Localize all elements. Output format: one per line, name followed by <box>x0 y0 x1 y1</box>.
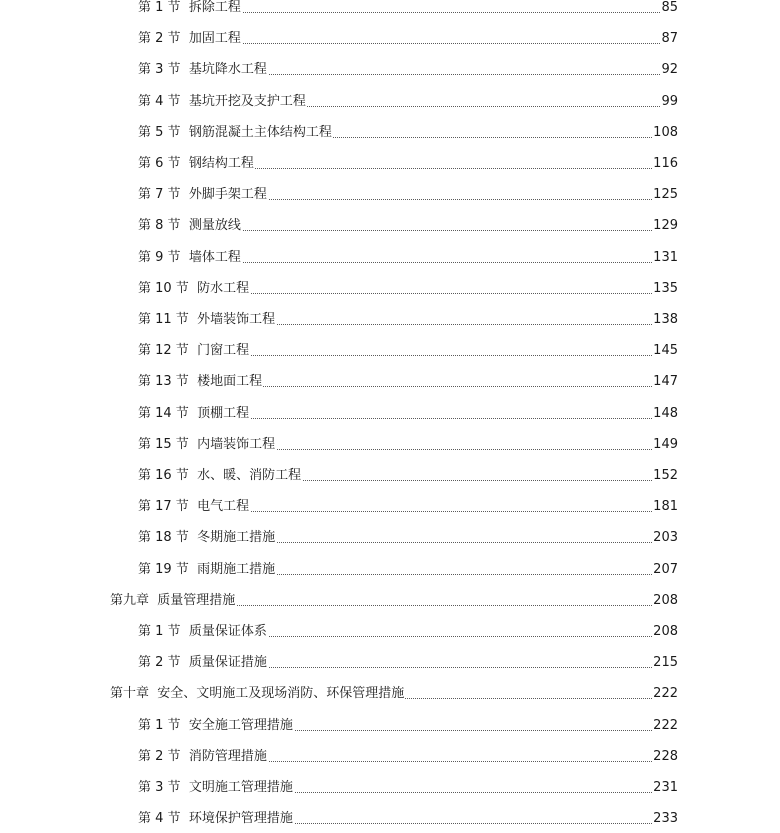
toc-section-entry[interactable] <box>0 60 780 80</box>
toc-entry-number: 第 19 节 <box>138 561 189 577</box>
toc-page-number: 116 <box>652 154 678 174</box>
toc-entry-number: 第 12 节 <box>138 343 189 359</box>
toc-section-entry[interactable] <box>0 778 780 798</box>
toc-entry-label <box>138 29 242 49</box>
toc-entry-gap <box>181 31 189 46</box>
toc-entry-gap <box>189 437 197 452</box>
toc-page-number: 85 <box>660 0 678 18</box>
toc-entry-label <box>138 622 268 642</box>
toc-entry-title: 钢结构工程 <box>188 156 254 171</box>
toc-page-number: 181 <box>652 497 678 517</box>
toc-entry-gap <box>189 530 197 545</box>
toc-page-number: 228 <box>652 747 678 767</box>
toc-page-number: 131 <box>652 248 678 268</box>
toc-entry-number: 第 18 节 <box>138 530 189 546</box>
toc-entry-label <box>138 216 242 236</box>
toc-entry-title: 基坑开挖及支护工程 <box>188 93 306 109</box>
toc-entry-title: 电气工程 <box>197 499 250 515</box>
toc-section-entry[interactable] <box>0 404 780 424</box>
toc-entry-gap <box>181 187 189 202</box>
toc-entry-label <box>138 497 250 517</box>
toc-entry-title: 质量保证措施 <box>188 655 267 671</box>
toc-entry-number: 第 1 节 <box>138 624 181 639</box>
toc-section-entry[interactable] <box>0 809 780 829</box>
toc-entry-label <box>110 591 236 611</box>
toc-entry-gap <box>181 94 189 109</box>
toc-entry-label <box>138 404 250 424</box>
toc-entry-number: 第 6 节 <box>138 156 181 171</box>
toc-section-entry[interactable] <box>0 92 780 112</box>
toc-entry-title: 外脚手架工程 <box>188 187 267 203</box>
toc-entry-title: 质量保证体系 <box>188 624 267 639</box>
toc-page-number: 138 <box>652 310 678 330</box>
toc-entry-title: 内墙装饰工程 <box>197 436 276 452</box>
toc-entry-label <box>138 0 242 18</box>
toc-section-entry[interactable] <box>0 466 780 486</box>
toc-entry-title: 门窗工程 <box>197 343 250 359</box>
toc-section-entry[interactable] <box>0 216 780 236</box>
toc-entry-gap <box>181 125 189 140</box>
toc-entry-label <box>110 684 405 704</box>
toc-section-entry[interactable] <box>0 29 780 49</box>
toc-entry-gap <box>181 0 189 15</box>
toc-entry-label <box>138 653 268 673</box>
toc-page-number: 129 <box>652 216 678 236</box>
toc-chapter-entry[interactable] <box>0 591 780 611</box>
toc-page-number: 87 <box>660 29 678 49</box>
toc-entry-label <box>138 185 268 205</box>
toc-section-entry[interactable] <box>0 497 780 517</box>
toc-entry-gap <box>181 655 189 670</box>
toc-section-entry[interactable] <box>0 248 780 268</box>
toc-page-number: 208 <box>652 622 678 642</box>
toc-entry-label <box>138 123 333 143</box>
toc-entry-title: 顶棚工程 <box>197 405 250 421</box>
toc-entry-number: 第 10 节 <box>138 280 189 296</box>
toc-entry-number: 第 14 节 <box>138 405 189 421</box>
toc-entry-title: 外墙装饰工程 <box>197 312 276 327</box>
toc-entry-label <box>138 809 294 829</box>
toc-entry-title: 钢筋混凝土主体结构工程 <box>188 124 332 140</box>
toc-entry-label <box>138 528 276 548</box>
toc-page-number: 135 <box>652 279 678 299</box>
toc-entry-number: 第 1 节 <box>138 717 181 733</box>
toc-page-number: 231 <box>652 778 678 798</box>
toc-page-number: 203 <box>652 528 678 548</box>
toc-entry-label <box>138 248 242 268</box>
toc-entry-label <box>138 435 276 455</box>
toc-entry-title: 安全、文明施工及现场消防、环保管理措施 <box>157 686 405 702</box>
toc-entry-label <box>138 279 250 299</box>
toc-entry-number: 第 3 节 <box>138 780 181 795</box>
toc-section-entry[interactable] <box>0 435 780 455</box>
toc-entry-gap <box>181 218 189 233</box>
toc-entry-gap <box>181 250 189 265</box>
toc-section-entry[interactable] <box>0 560 780 580</box>
toc-section-entry[interactable] <box>0 0 780 18</box>
toc-section-entry[interactable] <box>0 123 780 143</box>
toc-entry-gap <box>189 562 197 577</box>
toc-entry-title: 环境保护管理措施 <box>188 811 293 827</box>
toc-entry-number: 第 11 节 <box>138 312 189 327</box>
toc-section-entry[interactable] <box>0 185 780 205</box>
toc-entry-number: 第 7 节 <box>138 187 181 203</box>
toc-entry-gap <box>189 281 197 296</box>
toc-page-number: 147 <box>652 372 678 392</box>
toc-section-entry[interactable] <box>0 653 780 673</box>
toc-section-entry[interactable] <box>0 716 780 736</box>
toc-page-number: 149 <box>652 435 678 455</box>
toc-entry-gap <box>189 374 197 389</box>
toc-page-number: 208 <box>652 591 678 611</box>
toc-entry-gap <box>181 749 189 764</box>
toc-section-entry[interactable] <box>0 341 780 361</box>
toc-section-entry[interactable] <box>0 279 780 299</box>
toc-page-number: 152 <box>652 466 678 486</box>
toc-entry-number: 第 3 节 <box>138 62 181 78</box>
toc-entry-gap <box>189 499 197 514</box>
toc-entry-title: 水、暖、消防工程 <box>197 468 302 483</box>
toc-entry-gap <box>181 811 189 826</box>
toc-entry-label <box>138 747 268 767</box>
toc-page-number: 222 <box>652 716 678 736</box>
toc-page-number: 148 <box>652 404 678 424</box>
toc-entry-title: 基坑降水工程 <box>188 62 267 78</box>
toc-entry-gap <box>181 624 189 639</box>
toc-entry-label <box>138 560 276 580</box>
toc-entry-label <box>138 341 250 361</box>
toc-entry-label <box>138 466 302 486</box>
toc-entry-number: 第 4 节 <box>138 811 181 827</box>
toc-entry-title: 楼地面工程 <box>197 374 263 390</box>
toc-entry-label <box>138 92 307 112</box>
toc-entry-gap <box>189 406 197 421</box>
toc-section-entry[interactable] <box>0 528 780 548</box>
toc-entry-label <box>138 310 276 330</box>
toc-entry-number: 第十章 <box>110 686 150 702</box>
toc-chapter-entry[interactable] <box>0 684 780 704</box>
toc-entry-title: 文明施工管理措施 <box>188 780 293 795</box>
toc-section-entry[interactable] <box>0 310 780 330</box>
toc-entry-number: 第 8 节 <box>138 218 181 234</box>
toc-entry-title: 冬期施工措施 <box>197 530 276 546</box>
toc-entry-gap <box>189 468 197 483</box>
toc-entry-number: 第 17 节 <box>138 499 189 515</box>
toc-entry-gap <box>181 156 189 171</box>
toc-entry-number: 第 2 节 <box>138 31 181 47</box>
toc-entry-gap <box>189 343 197 358</box>
toc-entry-label <box>138 60 268 80</box>
toc-entry-number: 第 13 节 <box>138 374 189 390</box>
toc-page-number: 99 <box>660 92 678 112</box>
toc-entry-title: 测量放线 <box>188 218 241 234</box>
toc-section-entry[interactable] <box>0 372 780 392</box>
toc-section-entry[interactable] <box>0 154 780 174</box>
toc-entry-number: 第 9 节 <box>138 249 181 265</box>
toc-entry-number: 第 15 节 <box>138 436 189 452</box>
toc-entry-title: 安全施工管理措施 <box>188 717 293 733</box>
toc-entry-gap <box>181 780 189 795</box>
toc-entry-number: 第 2 节 <box>138 655 181 671</box>
toc-entry-number: 第 2 节 <box>138 748 181 764</box>
toc-entry-number: 第 1 节 <box>138 0 181 15</box>
toc-page-number: 145 <box>652 341 678 361</box>
toc-entry-number: 第 4 节 <box>138 93 181 109</box>
toc-entry-title: 防水工程 <box>197 280 250 296</box>
toc-entry-title: 质量管理措施 <box>157 592 236 608</box>
toc-entry-label <box>138 716 294 736</box>
toc-entry-title: 墙体工程 <box>188 249 241 265</box>
toc-page-number: 233 <box>652 809 678 829</box>
toc-section-entry[interactable] <box>0 747 780 767</box>
toc-entry-label <box>138 154 255 174</box>
toc-page-number: 215 <box>652 653 678 673</box>
toc-entry-gap <box>189 312 197 327</box>
toc-entry-gap <box>181 62 189 77</box>
toc-entry-gap <box>181 718 189 733</box>
toc-page-number: 222 <box>652 684 678 704</box>
toc-entry-title: 拆除工程 <box>188 0 241 15</box>
toc-section-entry[interactable] <box>0 622 780 642</box>
toc-page-number: 108 <box>652 123 678 143</box>
toc-page-number: 207 <box>652 560 678 580</box>
toc-entry-label <box>138 372 263 392</box>
toc-entry-number: 第 16 节 <box>138 468 189 483</box>
toc-entry-title: 消防管理措施 <box>188 748 267 764</box>
toc-entry-title: 加固工程 <box>188 31 241 47</box>
toc-entry-number: 第 5 节 <box>138 124 181 140</box>
toc-entry-number: 第九章 <box>110 592 150 608</box>
toc-page-number: 125 <box>652 185 678 205</box>
toc-page-number: 92 <box>660 60 678 80</box>
toc-entry-title: 雨期施工措施 <box>197 561 276 577</box>
toc-entry-label <box>138 778 294 798</box>
